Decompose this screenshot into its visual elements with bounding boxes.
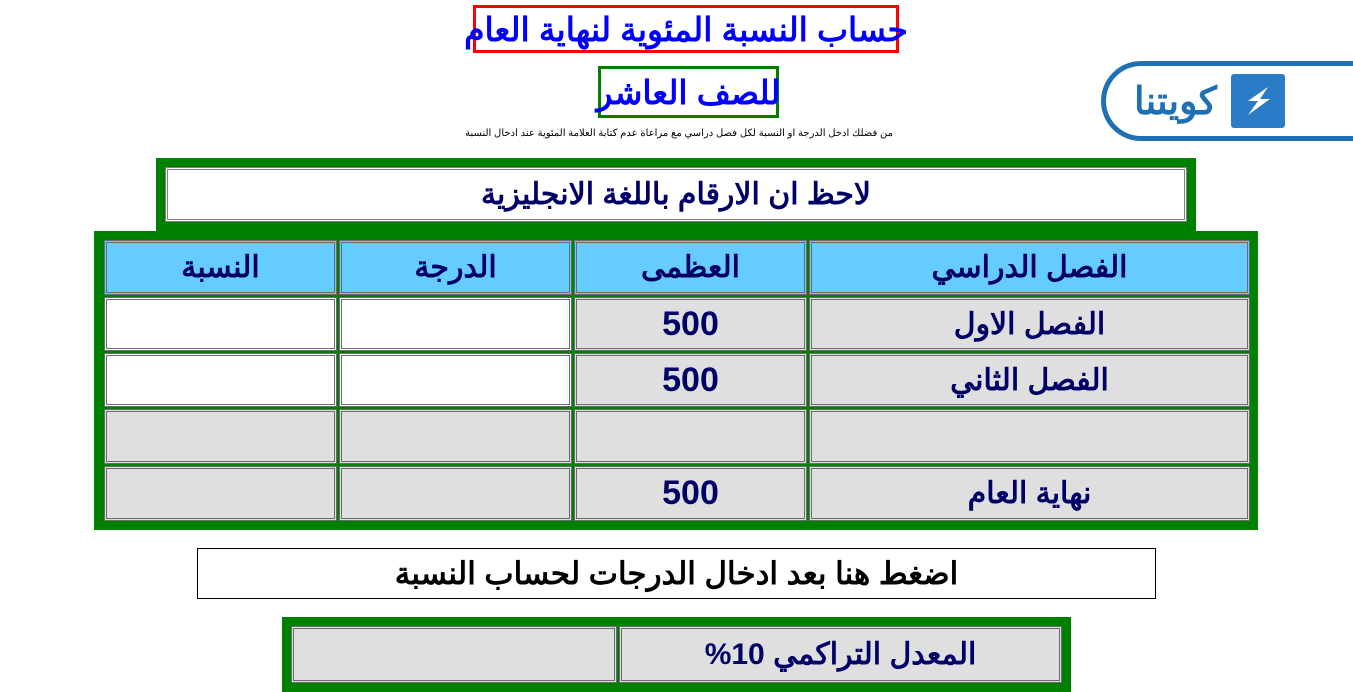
notice-cell <box>165 167 1187 222</box>
row-3-max <box>574 409 807 464</box>
calculate-button-label: اضغط هنا بعد ادخال الدرجات لحساب النسبة <box>394 555 959 591</box>
year-end-grade <box>339 466 572 521</box>
term-1-label: الفصل الاول <box>809 297 1250 351</box>
grades-table <box>94 231 1258 530</box>
instructions-text: من فضلك ادخل الدرجة او النسبة لكل فصل دراسي مع مراعاة عدم كتابة العلامة المئوية عند ادخال النسبة <box>465 128 893 139</box>
page-subtitle: للصف العاشر <box>596 73 781 111</box>
gpa-label: المعدل التراكمي 10% <box>619 626 1062 683</box>
logo-text: كويتنا <box>1134 80 1217 123</box>
column-header-term: الفصل الدراسي <box>809 240 1250 295</box>
column-header-max: العظمى <box>574 240 807 295</box>
term-2-label: الفصل الثاني <box>809 353 1250 407</box>
row-3-percent <box>104 409 337 464</box>
gpa-value <box>291 626 617 683</box>
row-3-label <box>809 409 1250 464</box>
row-3-grade <box>339 409 572 464</box>
page-title: حساب النسبة المئوية لنهاية العام <box>464 10 908 48</box>
year-end-percent <box>104 466 337 521</box>
year-end-max: 500 <box>574 466 807 521</box>
column-header-grade: الدرجة <box>339 240 572 295</box>
page-title-box <box>464 5 908 53</box>
page-subtitle-box <box>598 66 779 118</box>
year-end-label: نهاية العام <box>809 466 1250 521</box>
term-2-max: 500 <box>574 353 807 407</box>
lightning-bolt-icon <box>1231 74 1285 128</box>
column-header-percent: النسبة <box>104 240 337 295</box>
term-1-percent-input[interactable] <box>104 297 337 351</box>
term-1-grade-input[interactable] <box>339 297 572 351</box>
calculate-button[interactable] <box>197 548 1156 599</box>
term-1-max: 500 <box>574 297 807 351</box>
term-2-grade-input[interactable] <box>339 353 572 407</box>
site-logo[interactable] <box>1101 61 1353 141</box>
gpa-table <box>282 617 1071 692</box>
notice-text: لاحظ ان الارقام باللغة الانجليزية <box>480 178 872 211</box>
notice-frame <box>156 158 1196 231</box>
term-2-percent-input[interactable] <box>104 353 337 407</box>
